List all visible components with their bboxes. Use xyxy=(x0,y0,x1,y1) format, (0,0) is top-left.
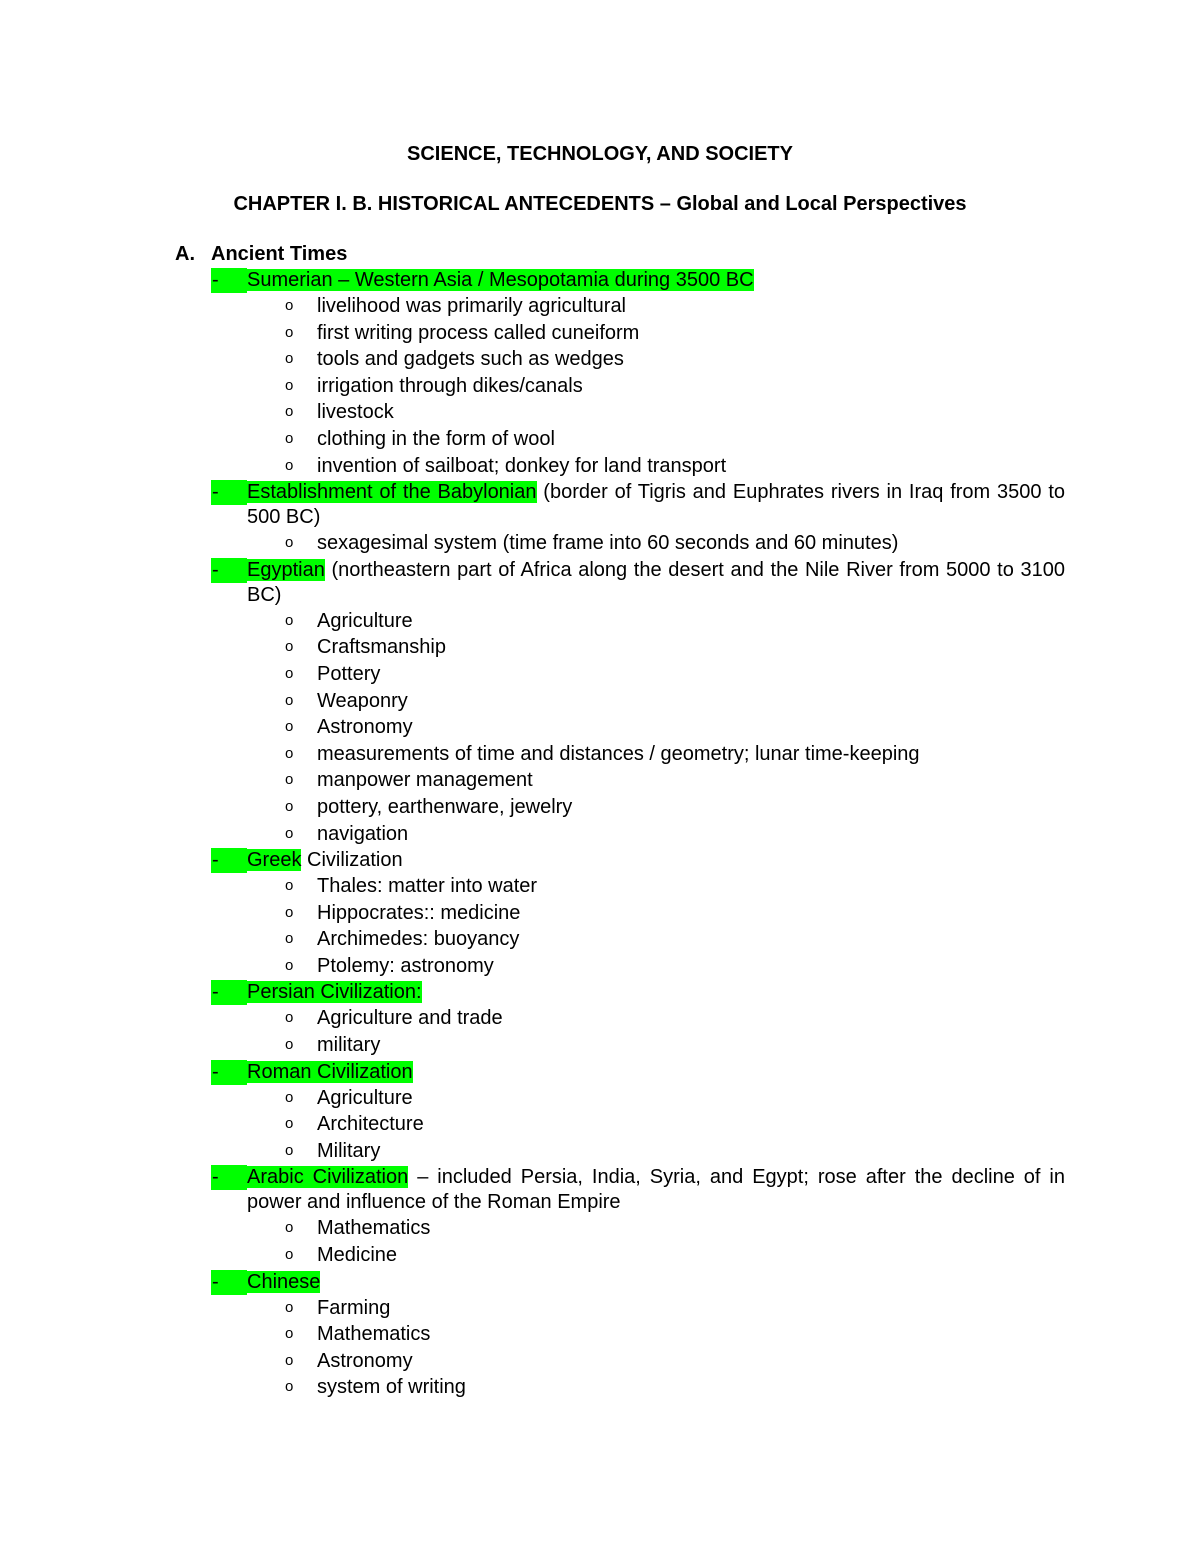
list-item xyxy=(175,530,1065,557)
list-item xyxy=(175,1242,1065,1269)
list-item xyxy=(175,794,1065,821)
section-ancient-times xyxy=(175,241,1065,1401)
list-item xyxy=(175,1085,1065,1112)
bullet-marker: o xyxy=(285,1036,294,1054)
dash-marker xyxy=(211,980,247,1005)
list-item xyxy=(175,608,1065,635)
list-item xyxy=(175,767,1065,794)
list-item xyxy=(175,873,1065,900)
item-list xyxy=(175,608,1065,847)
list-item-text: Craftsmanship xyxy=(317,636,446,659)
list-item-text: Pottery xyxy=(317,662,381,685)
list-item-text: Farming xyxy=(317,1296,391,1319)
bullet-marker: o xyxy=(285,797,294,815)
item-list xyxy=(175,873,1065,979)
bullet-marker: o xyxy=(285,534,294,552)
list-item xyxy=(175,741,1065,768)
document-title: SCIENCE, TECHNOLOGY, AND SOCIETY xyxy=(407,143,793,165)
list-item-text: livestock xyxy=(317,401,394,424)
topic-highlight: Sumerian – Western Asia / Mesopotamia during 3500 BC xyxy=(247,269,754,291)
bullet-marker: o xyxy=(285,297,294,314)
dash-marker xyxy=(211,268,247,293)
bullet-marker: o xyxy=(285,429,294,447)
bullet-marker: o xyxy=(285,930,294,948)
topic-list xyxy=(175,268,1065,1401)
list-item-text: Weaponry xyxy=(317,689,408,712)
topic-line xyxy=(175,480,1065,530)
bullet-marker: o xyxy=(285,744,294,762)
topic-description: (border of Tigris and Euphrates rivers in Iraq from 3500 to 500 BC) xyxy=(247,481,1065,529)
bullet-marker: o xyxy=(285,824,294,842)
bullet-marker: o xyxy=(285,1219,294,1237)
list-item-text: Thales: matter into water xyxy=(317,875,538,898)
dash-marker-text: - xyxy=(212,558,219,581)
item-list xyxy=(175,1085,1065,1165)
topic-group xyxy=(175,480,1065,557)
list-item xyxy=(175,688,1065,715)
list-item-text: Architecture xyxy=(317,1113,424,1136)
list-item-text: military xyxy=(317,1034,381,1057)
list-item xyxy=(175,661,1065,688)
bullet-marker: o xyxy=(285,1298,294,1316)
list-item xyxy=(175,1215,1065,1242)
dash-marker xyxy=(211,1165,247,1190)
item-list xyxy=(175,293,1065,479)
list-item-text: Agriculture and trade xyxy=(317,1007,503,1030)
topic-line xyxy=(175,1270,1065,1295)
item-list xyxy=(175,530,1065,557)
list-item xyxy=(175,634,1065,661)
dash-marker xyxy=(211,558,247,583)
topic-group xyxy=(175,558,1065,847)
list-item xyxy=(175,426,1065,453)
list-item-text: Hippocrates:: medicine xyxy=(317,901,521,924)
topic-group xyxy=(175,268,1065,479)
list-item-text: Astronomy xyxy=(317,716,413,739)
topic-highlight: Roman Civilization xyxy=(247,1060,413,1083)
dash-marker-text: - xyxy=(212,481,219,504)
dash-marker-text: - xyxy=(212,849,219,872)
item-list xyxy=(175,1295,1065,1401)
dash-marker-text: - xyxy=(212,1166,219,1189)
list-item-text: clothing in the form of wool xyxy=(317,427,555,450)
bullet-marker: o xyxy=(285,1325,294,1343)
list-item xyxy=(175,900,1065,927)
list-item-text: Mathematics xyxy=(317,1323,431,1346)
topic-description: Civilization xyxy=(301,849,403,872)
topic-line xyxy=(175,848,1065,873)
section-letter: A. xyxy=(175,243,195,265)
bullet-marker: o xyxy=(285,718,294,736)
topic-description: (northeastern part of Africa along the desert and the Nile River from 5000 to 3100 BC) xyxy=(247,558,1065,606)
list-item xyxy=(175,399,1065,426)
topic-line xyxy=(175,1060,1065,1085)
list-item xyxy=(175,346,1065,373)
topic-line xyxy=(175,980,1065,1005)
list-item xyxy=(175,1295,1065,1322)
topic-highlight: Egyptian xyxy=(247,558,325,581)
list-item xyxy=(175,320,1065,347)
bullet-marker: o xyxy=(285,376,294,394)
bullet-marker: o xyxy=(285,1009,294,1027)
bullet-marker: o xyxy=(285,1115,294,1133)
topic-group xyxy=(175,1165,1065,1268)
list-item-text: livelihood was primarily agricultural xyxy=(317,295,627,317)
list-item xyxy=(175,1005,1065,1032)
list-item-text: Mathematics xyxy=(317,1217,431,1240)
dash-marker xyxy=(211,480,247,505)
topic-line xyxy=(175,1165,1065,1215)
section-heading-text: Ancient Times xyxy=(211,243,348,265)
bullet-marker: o xyxy=(285,1246,294,1264)
item-list xyxy=(175,1005,1065,1058)
bullet-marker: o xyxy=(285,638,294,656)
list-item-text: Agriculture xyxy=(317,609,413,632)
list-item xyxy=(175,953,1065,980)
topic-highlight: Arabic Civilization xyxy=(247,1166,409,1189)
list-item-text: sexagesimal system (time frame into 60 seconds and 60 minutes) xyxy=(317,532,899,555)
list-item xyxy=(175,926,1065,953)
bullet-marker: o xyxy=(285,877,294,895)
list-item xyxy=(175,453,1065,480)
dash-marker xyxy=(211,1270,247,1295)
topic-highlight: Persian Civilization: xyxy=(247,981,422,1004)
list-item-text: Agriculture xyxy=(317,1086,413,1109)
chapter-title: CHAPTER I. B. HISTORICAL ANTECEDENTS – Global and Local Perspectives xyxy=(233,193,967,215)
bullet-marker: o xyxy=(285,956,294,974)
list-item xyxy=(175,293,1065,320)
dash-marker xyxy=(211,1060,247,1085)
topic-group xyxy=(175,1270,1065,1401)
list-item xyxy=(175,1374,1065,1401)
dash-marker-text: - xyxy=(212,269,219,291)
topic-group xyxy=(175,848,1065,979)
topic-highlight: Chinese xyxy=(247,1270,321,1293)
topic-line xyxy=(175,268,1065,293)
list-item-text: invention of sailboat; donkey for land transport xyxy=(317,454,727,477)
bullet-marker: o xyxy=(285,323,294,341)
list-item-text: Archimedes: buoyancy xyxy=(317,928,520,951)
list-item-text: measurements of time and distances / geometry; lunar time-keeping xyxy=(317,742,920,765)
dash-marker xyxy=(211,848,247,873)
list-item xyxy=(175,1111,1065,1138)
bullet-marker: o xyxy=(285,691,294,709)
item-list xyxy=(175,1215,1065,1268)
list-item xyxy=(175,821,1065,848)
bullet-marker: o xyxy=(285,1141,294,1159)
list-item-text: Astronomy xyxy=(317,1349,413,1372)
section-heading xyxy=(175,241,1065,267)
bullet-marker: o xyxy=(285,771,294,789)
bullet-marker: o xyxy=(285,664,294,682)
list-item xyxy=(175,1321,1065,1348)
list-item-text: manpower management xyxy=(317,769,533,792)
dash-marker-text: - xyxy=(212,1060,219,1083)
list-item xyxy=(175,1138,1065,1165)
list-item-text: Medicine xyxy=(317,1244,398,1267)
dash-marker-text: - xyxy=(212,981,219,1004)
topic-highlight: Establishment of the Babylonian xyxy=(247,481,537,504)
bullet-marker: o xyxy=(285,903,294,921)
list-item-text: first writing process called cuneiform xyxy=(317,321,640,344)
list-item-text: system of writing xyxy=(317,1376,466,1399)
list-item xyxy=(175,1032,1065,1059)
list-item-text: Ptolemy: astronomy xyxy=(317,954,494,977)
bullet-marker: o xyxy=(285,611,294,629)
list-item-text: irrigation through dikes/canals xyxy=(317,374,583,397)
topic-highlight: Greek xyxy=(247,849,302,872)
bullet-marker: o xyxy=(285,350,294,368)
list-item-text: tools and gadgets such as wedges xyxy=(317,348,624,371)
bullet-marker: o xyxy=(285,403,294,421)
list-item xyxy=(175,373,1065,400)
list-item-text: pottery, earthenware, jewelry xyxy=(317,795,573,818)
bullet-marker: o xyxy=(285,1378,294,1396)
bullet-marker: o xyxy=(285,456,294,474)
topic-description: – included Persia, India, Syria, and Egypt; rose after the decline of in power and influence of the Roman Empire xyxy=(247,1166,1065,1214)
topic-group xyxy=(175,1060,1065,1165)
bullet-marker: o xyxy=(285,1088,294,1106)
list-item xyxy=(175,714,1065,741)
dash-marker-text: - xyxy=(212,1270,219,1293)
topic-group xyxy=(175,980,1065,1058)
list-item-text: Military xyxy=(317,1139,381,1162)
list-item xyxy=(175,1348,1065,1375)
topic-line xyxy=(175,558,1065,608)
list-item-text: navigation xyxy=(317,822,409,845)
bullet-marker: o xyxy=(285,1351,294,1369)
